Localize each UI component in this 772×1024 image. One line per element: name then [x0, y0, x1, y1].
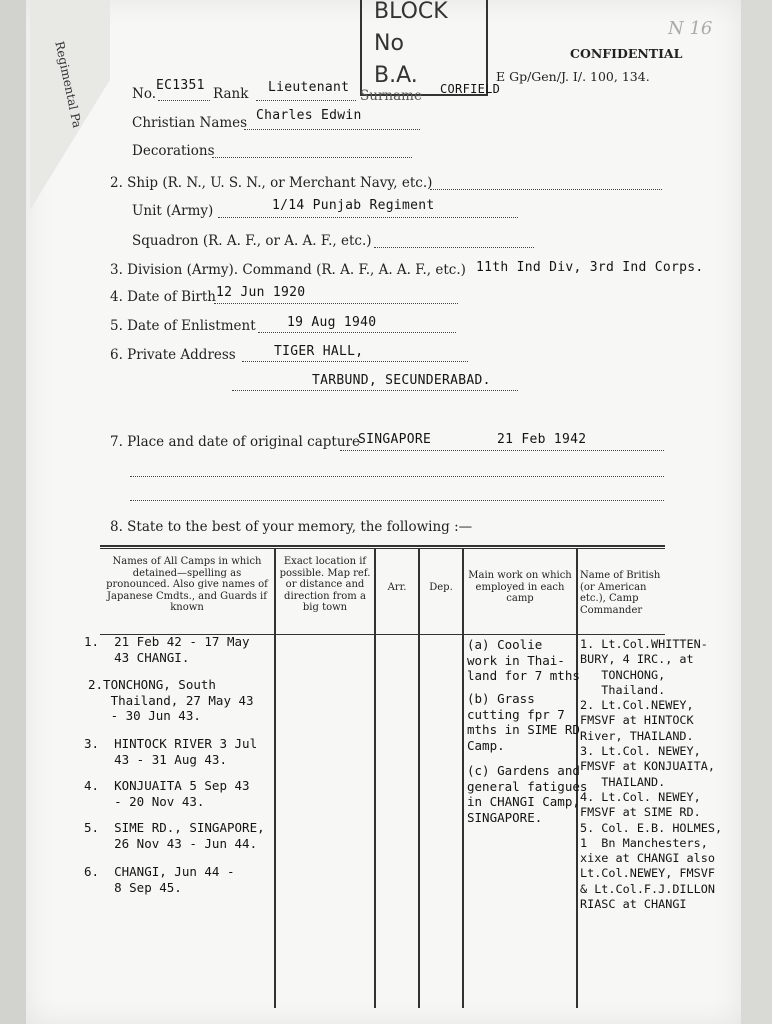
table-top-rule-2	[100, 548, 665, 549]
blank-dots-2	[130, 500, 664, 501]
header-commander: Name of British (or American etc.), Camp Commander	[580, 570, 661, 616]
scan-right-edge	[741, 0, 772, 1024]
surname-label: Surname	[360, 88, 422, 104]
christian-names-label: Christian Names	[132, 115, 248, 131]
col-divider-4	[462, 548, 464, 1008]
stamp-line-2: No	[374, 31, 404, 56]
squadron-dots	[374, 247, 534, 248]
work-entry-a: (a) Coolie work in Thai- land for 7 mths	[467, 637, 580, 683]
camp-entry-3: 3. HINTOCK RIVER 3 Jul 43 - 31 Aug 43.	[84, 736, 258, 767]
memory-label: 8. State to the best of your memory, the following :—	[110, 519, 473, 535]
dob-label: 4. Date of Birth	[110, 289, 216, 305]
dob-value: 12 Jun 1920	[216, 285, 306, 300]
work-entry-c: (c) Gardens and general fatigues in CHANGI Camp, SINGAPORE.	[467, 763, 588, 825]
commander-entries: 1. Lt.Col.WHITTEN- BURY, 4 IRC., at TONCHONG, Thailand. 2. Lt.Col.NEWEY, FMSVF at HINTOCK River, THAILAND. 3. Lt.Col. NEWEY, FMSVF at KONJUAITA, THAILAND. 4. Lt.Col. NEWEY, FMSVF at SIME RD. 5. Col. E.B. HOLMES, 1 Bn Manchesters, xixe at CHANGI also Lt.Col.NEWEY, FMSVF & Lt.Col.F.J.DILLON RIASC at CHANGI	[580, 637, 723, 912]
capture-date: 21 Feb 1942	[497, 432, 587, 447]
camp-entry-5: 5. SIME RD., SINGAPORE, 26 Nov 43 - Jun 44.	[84, 820, 265, 851]
enlistment-label: 5. Date of Enlistment	[110, 318, 256, 334]
ship-dots	[430, 189, 662, 190]
blank-dots-1	[130, 476, 664, 477]
header-dep: Dep.	[429, 582, 453, 593]
capture-label: 7. Place and date of original capture	[110, 434, 360, 450]
confidential-label: CONFIDENTIAL	[570, 46, 683, 61]
rank-value: Lieutenant	[268, 80, 350, 95]
enlistment-dots	[258, 332, 456, 333]
stamp-line-1: BLOCK	[374, 0, 448, 24]
unit-dots	[218, 217, 518, 218]
capture-dots	[340, 450, 664, 451]
squadron-label: Squadron (R. A. F., or A. A. F., etc.)	[132, 233, 372, 249]
capture-place: SINGAPORE	[358, 432, 432, 447]
division-label: 3. Division (Army). Command (R. A. F., A. A. F., etc.)	[110, 262, 466, 278]
rank-dots	[256, 100, 356, 101]
christian-names-dots	[244, 129, 420, 130]
fold-text: Regimental Pa	[52, 40, 85, 130]
address-dots-2	[232, 390, 518, 391]
header-location: Exact location if possible. Map ref. or distance and direction from a big town	[279, 556, 371, 613]
address-label: 6. Private Address	[110, 347, 236, 363]
camp-entry-1: 1. 21 Feb 42 - 17 May 43 CHANGI.	[84, 634, 250, 665]
address-dots-1	[242, 361, 468, 362]
ship-label: 2. Ship (R. N., U. S. N., or Merchant Navy, etc.)	[110, 175, 433, 191]
decorations-label: Decorations	[132, 143, 215, 159]
stamp-line-3: B.A.	[374, 63, 418, 88]
christian-names-value: Charles Edwin	[256, 108, 362, 123]
unit-label: Unit (Army)	[132, 203, 214, 219]
address-line-1: TIGER HALL,	[274, 344, 364, 359]
dob-dots	[214, 303, 458, 304]
unit-value: 1/14 Punjab Regiment	[272, 198, 435, 213]
enlistment-value: 19 Aug 1940	[287, 315, 377, 330]
reference-number: E Gp/Gen/J. I/. 100, 134.	[496, 69, 650, 84]
col-divider-3	[418, 548, 420, 1008]
work-entry-b: (b) Grass cutting fpr 7 mths in SIME RD Camp.	[467, 691, 580, 753]
rank-label: Rank	[213, 86, 249, 102]
surname-value: CORFIELD	[440, 82, 501, 96]
header-work: Main work on which employed in each camp	[468, 570, 572, 604]
no-label: No.	[132, 86, 156, 102]
col-divider-2	[374, 548, 376, 1008]
header-camps: Names of All Camps in which detained—spelling as pronounced. Also give names of Japanese Cmdts., and Guards if known	[106, 556, 268, 613]
col-divider-1	[274, 548, 276, 1008]
division-value: 11th Ind Div, 3rd Ind Corps.	[476, 260, 704, 275]
camp-entry-6: 6. CHANGI, Jun 44 - 8 Sep 45.	[84, 864, 235, 895]
address-line-2: TARBUND, SECUNDERABAD.	[312, 373, 491, 388]
service-number: EC1351	[156, 78, 205, 93]
header-arr: Arr.	[387, 582, 407, 593]
no-dots	[158, 100, 210, 101]
camp-entry-2: 2.TONCHONG, South Thailand, 27 May 43 - 30 Jun 43.	[88, 677, 254, 723]
table-top-rule	[100, 545, 665, 547]
camp-entry-4: 4. KONJUAITA 5 Sep 43 - 20 Nov 43.	[84, 778, 250, 809]
decorations-dots	[212, 157, 412, 158]
handwritten-note: N 16	[668, 18, 713, 39]
